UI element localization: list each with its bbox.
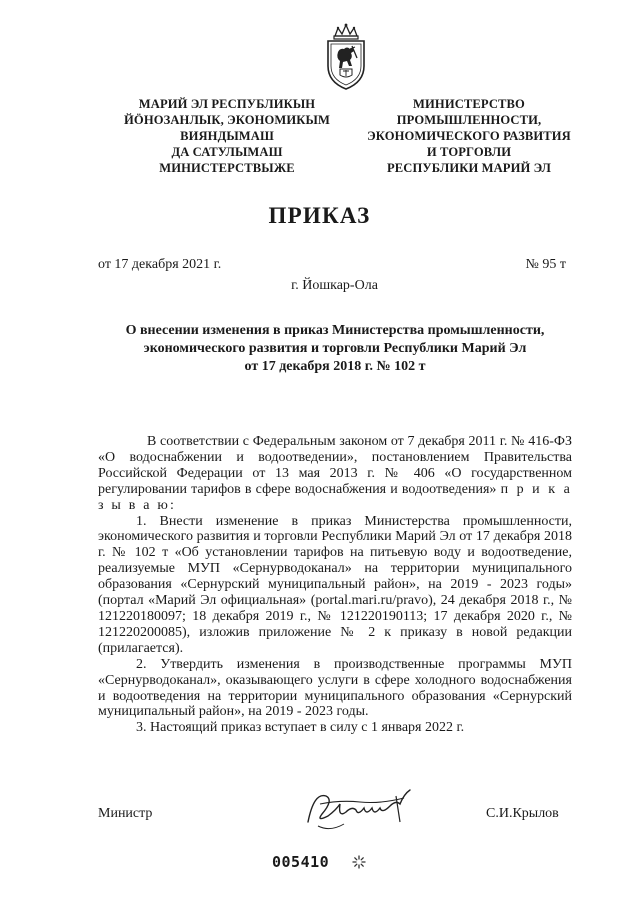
header-left-line: МИНИСТЕРСТВЫЖЕ <box>159 161 295 175</box>
header-right-line: МИНИСТЕРСТВО <box>413 97 525 111</box>
document-number: № 95 т <box>525 257 566 272</box>
document-subject <box>80 322 590 376</box>
subject-line: экономического развития и торговли Республики Марий Эл <box>143 341 527 356</box>
handwritten-signature <box>300 782 420 838</box>
serial-number: 005410 <box>272 853 330 871</box>
header-left-line: МАРИЙ ЭЛ РЕСПУБЛИКЫН <box>138 97 316 111</box>
order-word: п р и к а з ы в а ю: <box>98 481 572 513</box>
subject-line: О внесении изменения в приказ Министерства промышленности, <box>125 323 545 338</box>
header-mari-ministry-name <box>118 96 336 176</box>
coat-of-arms-icon <box>322 22 370 92</box>
header-right-line: И ТОРГОВЛИ <box>426 145 512 159</box>
order-item: 2. Утвердить изменения в производственные программы МУП «Сернурводоканал», оказывающего услуги в сфере холодного водоснабжения и водоотведения на территории муниципального образования «Сернурский муниципальный район», на 2019 - 2023 годы. <box>98 656 572 720</box>
preamble-paragraph <box>98 434 572 514</box>
document-date: от 17 декабря 2021 г. <box>98 257 222 272</box>
document-body <box>98 434 572 736</box>
date-number-line <box>98 257 566 273</box>
header-left-line: ДА САТУЛЫМАШ <box>171 145 283 159</box>
sunburst-mark-icon <box>352 855 366 869</box>
document-city: г. Йошкар-Ола <box>291 278 378 293</box>
header-right-line: РЕСПУБЛИКИ МАРИЙ ЭЛ <box>387 161 551 175</box>
document-type-title: ПРИКАЗ <box>268 203 371 228</box>
order-item: 1. Внести изменение в приказ Министерства промышленности, экономического развития и торговли Республики Марий Эл от 17 декабря 2018 г. № 102 т «Об установлении тарифов на питьевую воду и водоотведение, реализуемые МУП «Сернурводоканал» на территории муниципального образования «Сернурский муниципальный район», на 2019 - 2023 годы» (портал «Марий Эл официальная» (portal.mari.ru/pravo), 24 декабря 2018 г., № 121220180097; 18 декабря 2019 г., № 121220190113; 17 декабря 2020 г., № 121220200085), изложив приложение № 2 к приказу в новой редакции (прилагается). <box>98 513 572 656</box>
order-item: 3. Настоящий приказ вступает в силу с 1 января 2022 г. <box>136 720 465 736</box>
header-left-line: ВИЯНДЫМАШ <box>180 129 274 143</box>
preamble-text: В соответствии с Федеральным законом от 7 декабря 2011 г. № 416-ФЗ «О водоснабжении и водоотведении», постановлением Правительства Российской Федерации от 13 мая 2013 г. № 406 «О государственном регулировании тарифов в сфере водоснабжения и водоотведения» <box>98 434 572 497</box>
subject-line: от 17 декабря 2018 г. № 102 т <box>244 359 426 374</box>
header-russian-ministry-name <box>355 96 583 176</box>
signer-name: С.И.Крылов <box>486 806 559 821</box>
header-right-line: ЭКОНОМИЧЕСКОГО РАЗВИТИЯ <box>367 129 571 143</box>
signer-title: Министр <box>98 806 153 821</box>
header-left-line: ЙÖНОЗАНЛЫК, ЭКОНОМИКЫМ <box>124 113 330 127</box>
header-right-line: ПРОМЫШЛЕННОСТИ, <box>396 113 542 127</box>
